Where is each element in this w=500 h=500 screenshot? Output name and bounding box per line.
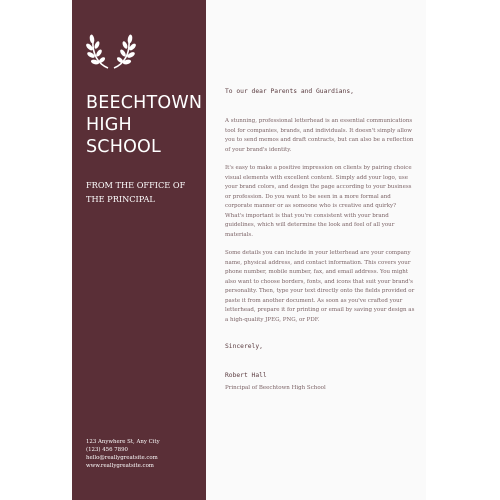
office-line <box>86 178 204 206</box>
website-url: www.reallygreatsite.com <box>86 463 154 469</box>
email-address: hello@reallygreatsite.com <box>86 455 158 461</box>
office-line-2: THE PRINCIPAL <box>86 194 155 204</box>
street-address: 123 Anywhere St, Any City <box>86 439 160 445</box>
school-name <box>86 92 201 158</box>
signer-name: Robert Hall <box>225 372 267 379</box>
letter-closing: Sincerely, <box>225 343 263 350</box>
signer-title: Principal of Beechtown High School <box>225 385 326 391</box>
letter-paragraph-2: It's easy to make a positive impression on clients by pairing choice visual elements with excellent content. Simply add your logo, use your brand colors, and design the page according to your business or profession. Do you want to be seen in a more formal and corporate manner or as someone who is creative and quirky? What's important is that you're consistent with your brand guidelines, which will determine the look and feel of all your materials. <box>225 165 412 238</box>
letterhead-sidebar <box>72 0 206 500</box>
letter-body <box>225 88 415 391</box>
letter-paragraph-3: Some details you can include in your letterhead are your company name, physical address, and contact information. This covers your phone number, mobile number, fax, and email address. You might also want to choose borders, fonts, and icons that suit your brand's personality. Then, type your text directly onto the fields provided or paste it from another document. As soon as you've crafted your letterhead, prepare it for printing or email by saving your design as a high-quality JPEG, PNG, or PDF. <box>225 250 415 323</box>
office-line-1: FROM THE OFFICE OF <box>86 180 186 190</box>
letter-paragraph-1: A stunning, professional letterhead is an essential communications tool for companies, brands, and individuals. It doesn't simply allow you to send memos and draft contracts, but can also be a reflection of your brand's identity. <box>225 118 414 153</box>
phone-number: (123) 456 7890 <box>86 447 128 453</box>
school-name-line-1: BEECHTOWN <box>86 93 203 113</box>
school-name-line-3: SCHOOL <box>86 137 161 157</box>
letter-greeting: To our dear Parents and Guardians, <box>225 88 354 95</box>
school-name-line-2: HIGH <box>86 115 132 135</box>
contact-block <box>86 438 204 470</box>
laurel-wreath-icon <box>86 30 136 72</box>
